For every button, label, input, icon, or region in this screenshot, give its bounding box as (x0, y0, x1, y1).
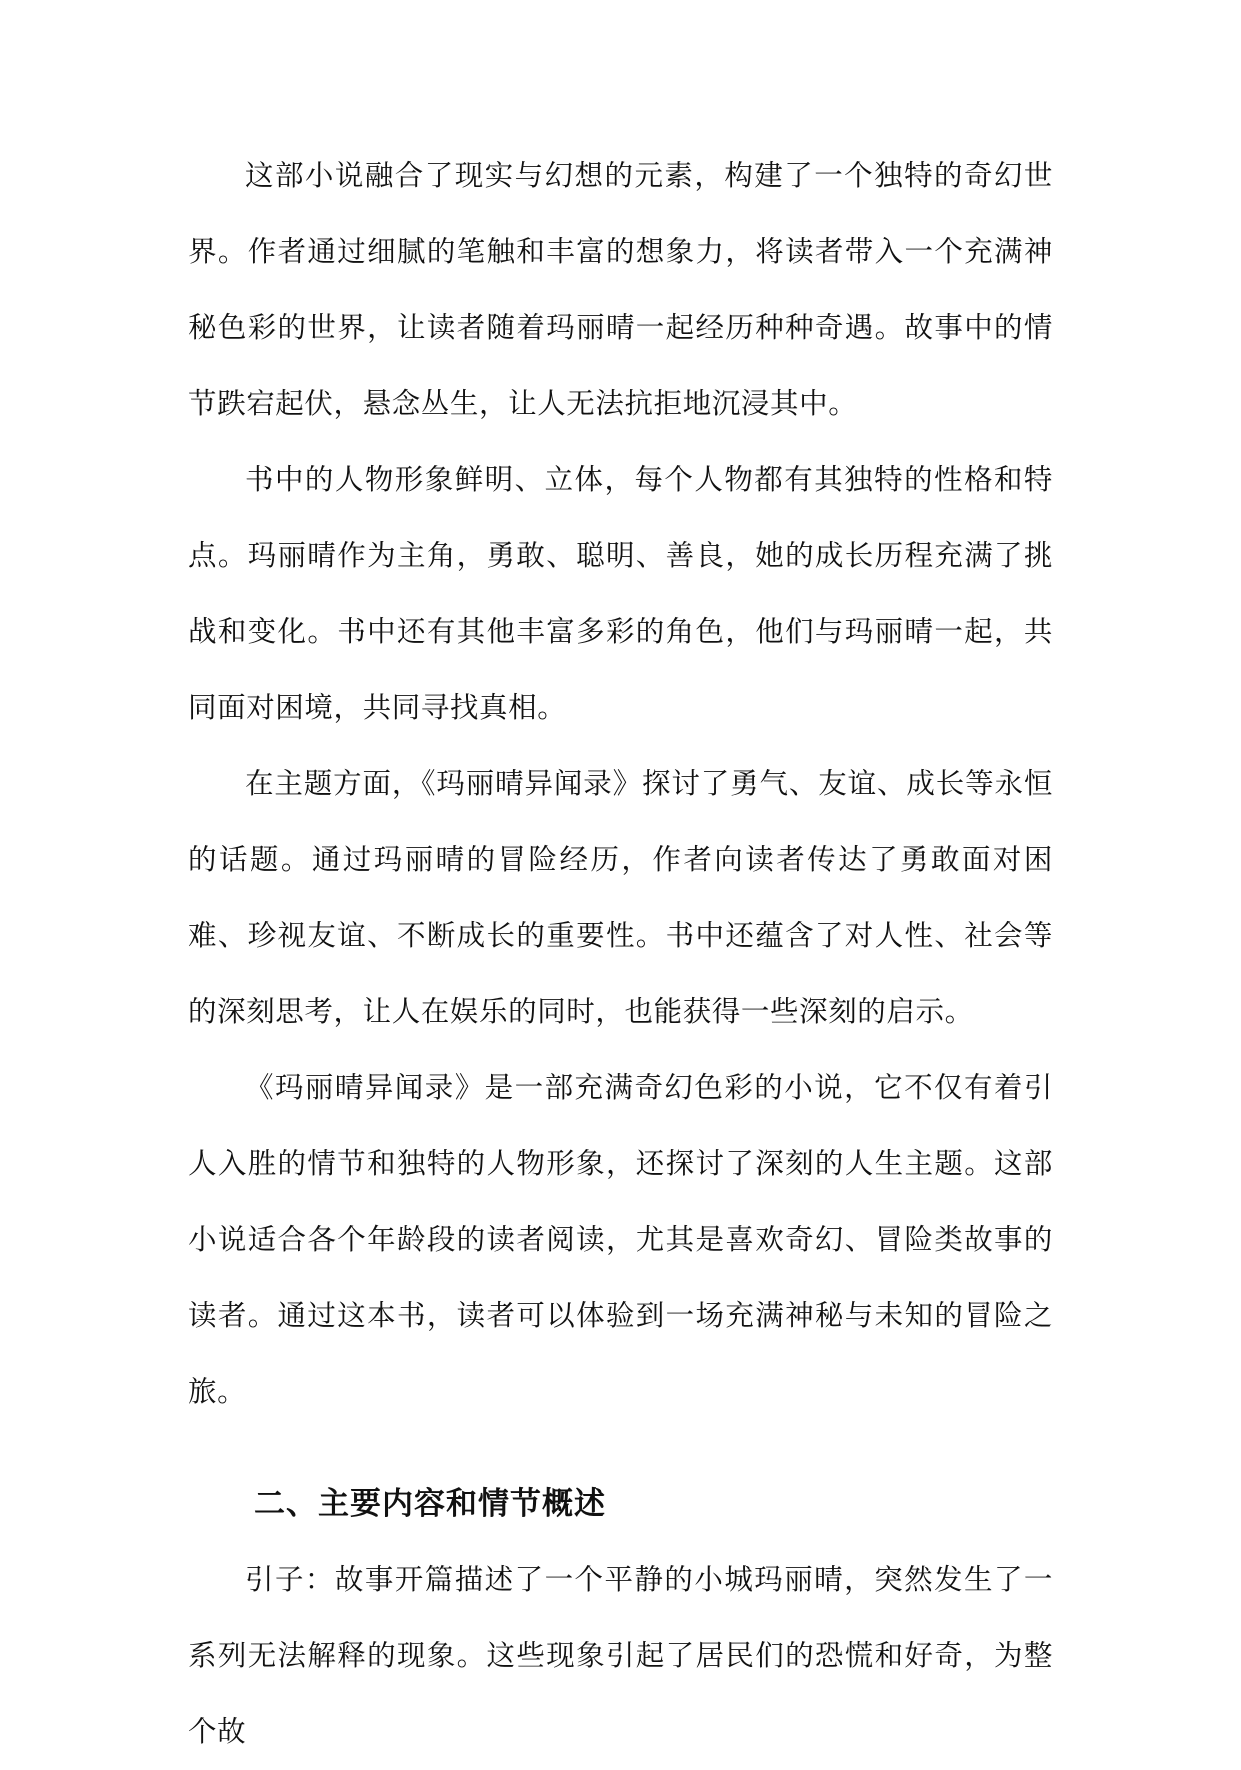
paragraph-4: 《玛丽晴异闻录》是一部充满奇幻色彩的小说，它不仅有着引人入胜的情节和独特的人物形象，还探讨了深刻的人生主题。这部小说适合各个年龄段的读者阅读，尤其是喜欢奇幻、冒险类故事的读者。通过这本书，读者可以体验到一场充满神秘与未知的冒险之旅。 (188, 1071, 1053, 1408)
paragraph-1: 这部小说融合了现实与幻想的元素，构建了一个独特的奇幻世界。作者通过细腻的笔触和丰富的想象力，将读者带入一个充满神秘色彩的世界，让读者随着玛丽晴一起经历种种奇遇。故事中的情节跌宕起伏，悬念丛生，让人无法抗拒地沉浸其中。 (188, 159, 1053, 420)
paragraph-3: 在主题方面，《玛丽晴异闻录》探讨了勇气、友谊、成长等永恒的话题。通过玛丽晴的冒险经历，作者向读者传达了勇敢面对困难、珍视友谊、不断成长的重要性。书中还蕴含了对人性、社会等的深刻思考，让人在娱乐的同时，也能获得一些深刻的启示。 (188, 767, 1053, 1028)
section-heading: 二、主要内容和情节概述 (254, 1486, 606, 1522)
paragraph-5: 引子：故事开篇描述了一个平静的小城玛丽晴，突然发生了一系列无法解释的现象。这些现象引起了居民们的恐慌和好奇，为整个故 (188, 1563, 1053, 1748)
paragraph-2: 书中的人物形象鲜明、立体，每个人物都有其独特的性格和特点。玛丽晴作为主角，勇敢、聪明、善良，她的成长历程充满了挑战和变化。书中还有其他丰富多彩的角色，他们与玛丽晴一起，共同面对困境，共同寻找真相。 (188, 463, 1053, 724)
document-body (188, 138, 1053, 1770)
